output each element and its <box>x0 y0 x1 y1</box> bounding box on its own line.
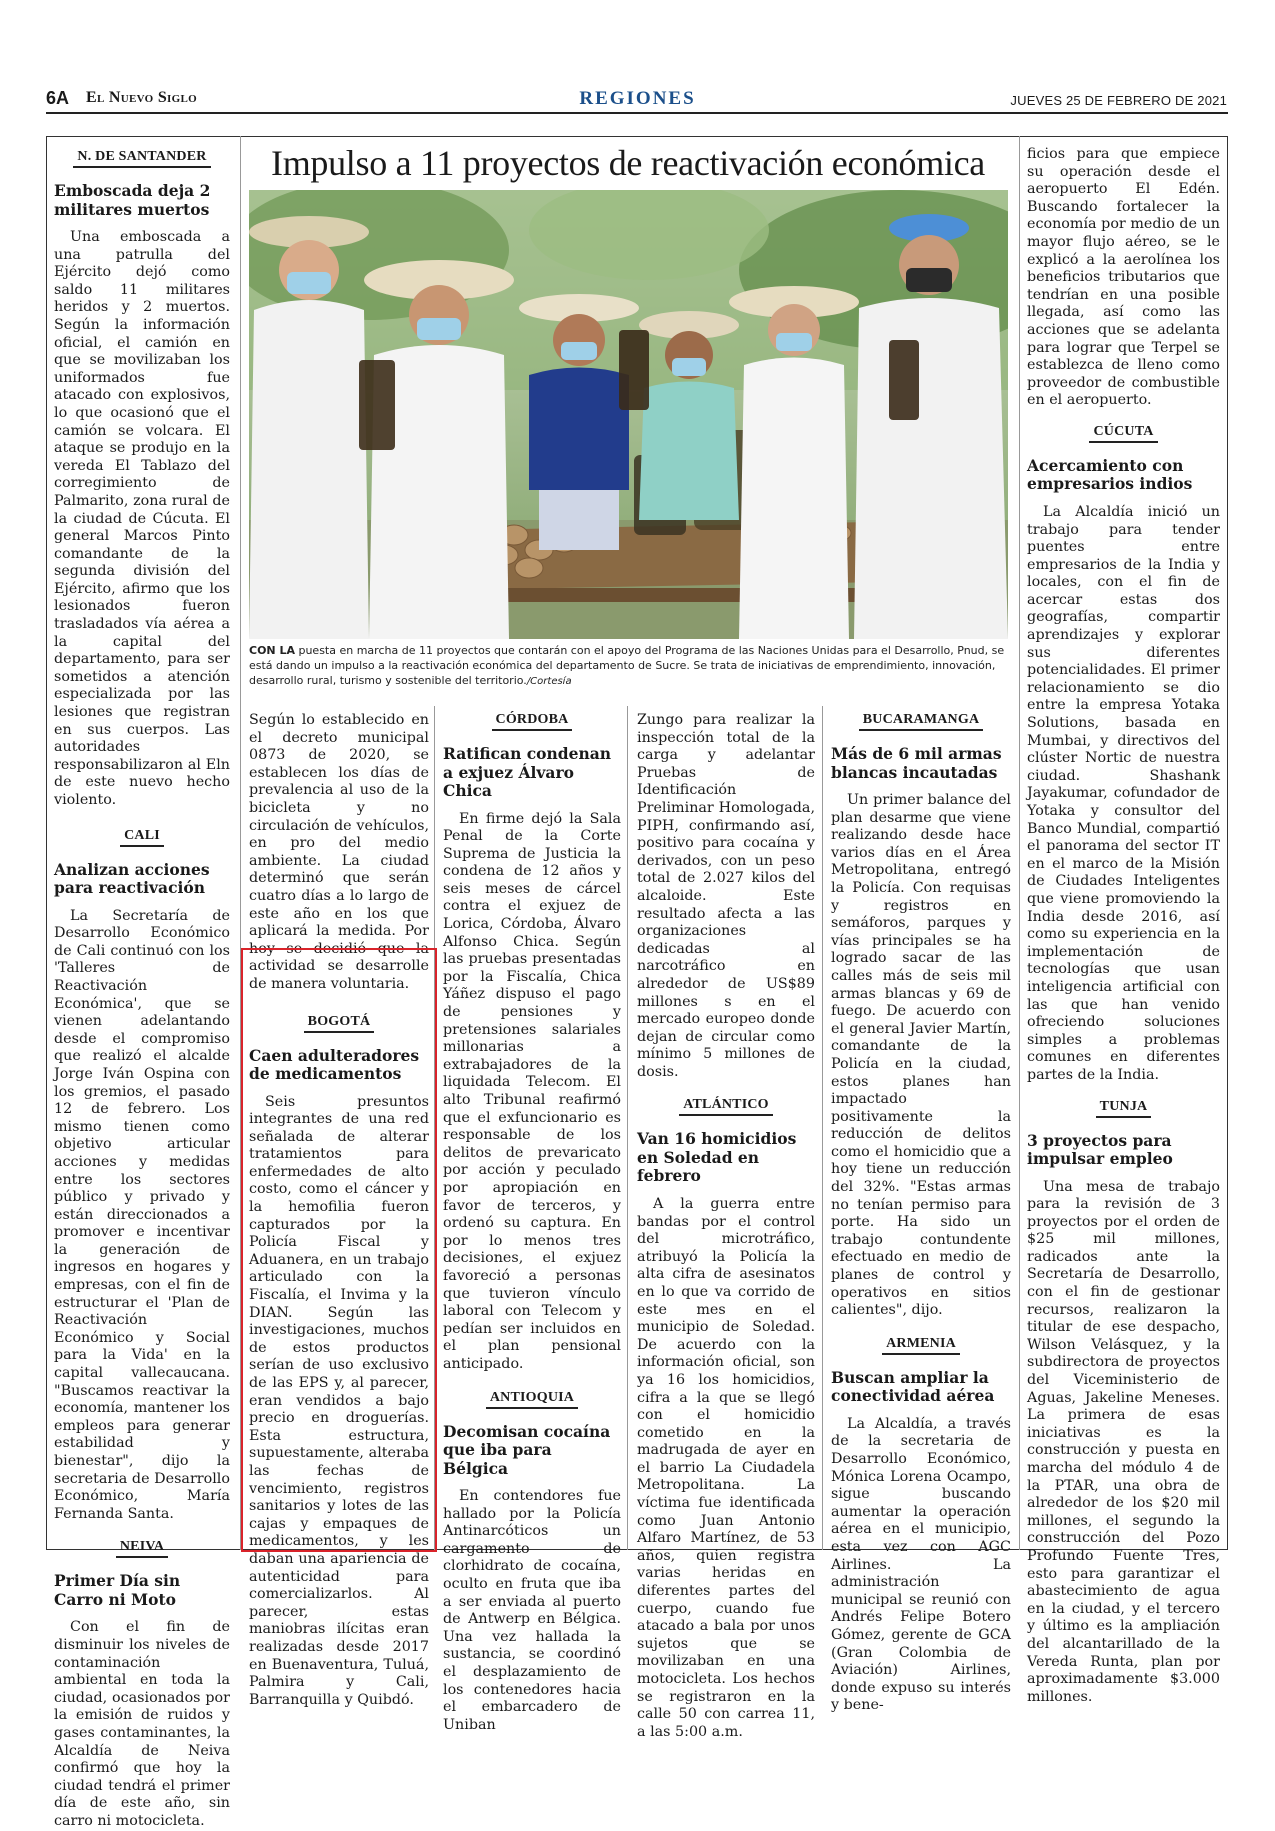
story-body: Una mesa de trabajo para la revisión de 3 proyectos por el orden de $25 mil millones, radicados ante la Secretaría de Desarrollo, con el fin de gestionar recursos, realizaron la titular de ese despacho, Wilson Velásquez, y la subdirectora de proyectos del Viceministerio de Aguas, Jakeline Meneses. La primera de esas iniciativas es la construcción y puesta en marcha del módulo 4 de la PTAR, una obra de alrededor de los $20 mil millones, el segundo la construcción del Pozo Profundo Fuente Tres, esto para garantizar el abastecimiento de agua en la ciudad, y el tercero y último es la ampliación del alcantarillado de la Vereda Runta, plan por aproximadamente $3.000 millones. <box>1027 1178 1220 1705</box>
main-photo-illustration <box>249 190 1008 639</box>
highlight-box <box>241 948 437 1552</box>
section-label: BOGOTÁ <box>304 1014 375 1033</box>
story-headline: Emboscada deja 2 militares muertos <box>54 181 211 219</box>
story-body: Una emboscada a una patrulla del Ejército dejó como saldo 11 militares heridos y 2 muertos. Según la información oficial, el camión en que se movilizaban los uniformados fue atacado con explosivos, lo que ocasionó que el camión se volcara. El ataque se produjo en la vereda El Tablazo del corregimiento de Palmarito, zona rural de la ciudad de Cúcuta. El general Marcos Pinto comandante de la segunda división del Ejército, afirmo que los lesionados fueron trasladados vía aérea a la capital del departamento, para ser sometidos a atención especializada por las lesiones que registran en sus cuerpos. Las autoridades responsabilizaron al Eln de este nuevo hecho violento. <box>54 229 230 808</box>
story-headline: Van 16 homicidios en Soledad en febrero <box>637 1129 797 1186</box>
story-body: La Secretaría de Desarrollo Económico de Cali continuó con los 'Talleres de Reactivación Económica', que se vienen adelantando desde el compromiso que realizó el alcalde Jorge Iván Ospina con los gremios, el pasado 12 de febrero. Los mismo tienen como objetivo articular acciones y medidas entre los sectores público y privado y están direccionados a promover e incentivar la generación de ingresos en hogares y empresas, con el fin de estructurar el 'Plan de Reactivación Económico y Social para la Vida' en la capital vallecaucana. "Buscamos reactivar la economía, mantener los empleos para generar estabilidad y bienestar", dijo la secretaria de Desarrollo Económico, María Fernanda Santa. <box>54 907 230 1522</box>
section-label: NEIVA <box>116 1539 168 1558</box>
story-body-continued: Según lo establecido en el decreto municipal 0873 de 2020, se establecen los días de prevalencia al uso de la bicicleta y no circulación de vehículos, en pro del medio ambiente. La ciudad determinó que serán cuatro días a lo largo de este año en los que aplicará la medida. Por hoy se decidió que la actividad se desarrolle de manera voluntaria. <box>249 712 429 992</box>
column-1 <box>54 149 230 1831</box>
story-body-continued: Zungo para realizar la inspección total de la carga y adelantar Pruebas de Identificación Preliminar Homologada, PIPH, confirmando así, positivo para cocaína y derivados, con un peso total de 2.027 kilos del alcaloide. Este resultado afecta a las organizaciones dedicadas al narcotráfico en alrededor de US$89 millones s en el mercado europeo donde dejan de circular como mínimo 5 millones de dosis. <box>637 712 815 1080</box>
section-label: ATLÁNTICO <box>679 1097 773 1116</box>
story-body: Seis presuntos integrantes de una red señalada de alterar tratamientos para enfermedades de alto costo, como el cáncer y la hemofilia fueron capturados por la Policía Fiscal y Aduanera, en un trabajo articulado con la Fiscalía, el Invima y la DIAN. Según las investigaciones, muchos de estos productos serían de uso exclusivo de las EPS y, al parecer, eran vendidos a bajo precio en droguerías. Esta estructura, supuestamente, alteraba las fechas de vencimiento, registros sanitarios y lotes de las cajas y empaques de medicamentos, y les daban una apariencia de autenticidad para comercializarlos. Al parecer, estas maniobras ilícitas eran realizadas desde 2017 en Buenaventura, Tuluá, Palmira y Cali, Barranquilla y Quibdó. <box>249 1093 429 1708</box>
section-label: ANTIOQUIA <box>486 1390 578 1409</box>
column-rule <box>822 706 823 1550</box>
section-label: TUNJA <box>1096 1099 1152 1118</box>
page-number: 6A <box>46 88 70 108</box>
section-label: N. DE SANTANDER <box>73 149 210 168</box>
story-body: A la guerra entre bandas por el control del microtráfico, atribuyó la Policía la alta cifra de asesinatos en lo que va corrido de este mes en el municipio de Soledad. De acuerdo con la información oficial, son ya 16 los homicidios, cifra a la que se llegó con el homicidio cometido en la madrugada de ayer en el barrio La Ciudadela Metropolitana. La víctima fue identificada como Juan Antonio Alfaro Martínez, de 53 años, quien registra varias heridas en diferentes partes del cuerpo, cuando fue atacado a bala por unos sujetos que se movilizaban en una motocicleta. Los hechos se registraron en la calle 50 con carrea 11, a las 5:00 a.m. <box>637 1195 815 1740</box>
newspaper-name: El Nuevo Siglo <box>86 89 197 106</box>
story-headline: Más de 6 mil armas blancas incautadas <box>831 744 1002 782</box>
column-rule <box>1019 136 1020 1550</box>
column-rule <box>240 136 241 706</box>
story-headline: Analizan acciones para reactivación <box>54 859 210 898</box>
caption-credit: /Cortesía <box>526 676 572 687</box>
story-body: La Alcaldía inició un trabajo para tender puentes entre empresarios de la India y locales, con el fin de acercar estas dos geografías, compartir aprendizajes y explorar sus diferentes potencialidades. El primer relacionamiento se dio entre la empresa Yotaka Solutions, basada en Mumbai, y directivos del clúster Nortic de nuestra ciudad. Shashank Jayakumar, cofundador de Yotaka y consultor del Banco Mundial, compartió el panorama del sector IT en el marco de la Misión de Ciudades Inteligentes que viene promoviendo la India desde 2016, así como su experiencia en la implementación de tecnologías que usan inteligencia artificial con las que han venido ofreciendo soluciones simples a problemas comunes en diferentes partes de la India. <box>1027 503 1220 1083</box>
column-5 <box>831 712 1011 1715</box>
column-6 <box>1027 146 1220 1706</box>
story-headline: Caen adulteradores de medicamentos <box>249 1045 420 1083</box>
story-body: Con el fin de disminuir los niveles de contaminación ambiental en toda la ciudad, ocasionados por la emisión de ruidos y gases contaminantes, la Alcaldía de Neiva confirmó que hoy la ciudad tendrá el primer día de este año, sin carro ni motocicleta. <box>54 1619 230 1829</box>
main-headline: Impulso a 11 proyectos de reactivación económica <box>271 143 985 183</box>
story-body: En firme dejó la Sala Penal de la Corte Suprema de Justicia la condena de 12 años y seis meses de cárcel contra el exjuez de Lorica, Córdoba, Álvaro Alfonso Chica. Según las pruebas presentadas por la Fiscalía, Chica Yáñez dispuso el pago de pensiones y pretensiones salariales millonarias a extrabajadores de la liquidada Telecom. El alto Tribunal reafirmó que el exfuncionario es responsable de los delitos de prevaricato por acción y peculado por apropiación en favor de terceros, y ordenó su captura. En por lo menos tres decisiones, el exjuez favoreció a personas que tuvieron vínculo laboral con Telecom y pedían ser incluidos en el plan pensional anticipado. <box>443 810 621 1372</box>
section-label: CALI <box>120 828 164 847</box>
section-label: ARMENIA <box>882 1336 960 1355</box>
story-headline: Buscan ampliar la conectividad aérea <box>831 1367 995 1406</box>
section-label: BUCARAMANGA <box>859 712 984 731</box>
story-body: La Alcaldía, a través de la secretaria de Desarrollo Económico, Mónica Lorena Ocampo, sigue buscando aumentar la operación aérea en el municipio, esta vez con AGC Airlines. La administración municipal se reunió con Andrés Felipe Botero Gómez, gerente de GCA (Gran Colombia de Aviación) Airlines, donde expuso su interés y bene- <box>831 1415 1011 1714</box>
story-headline: Primer Día sin Carro ni Moto <box>54 1571 181 1609</box>
main-photo <box>249 190 1008 639</box>
column-rule <box>627 706 628 1550</box>
caption-lead: CON LA <box>249 644 295 657</box>
caption-text: puesta en marcha de 11 proyectos que contarán con el apoyo del Programa de las Naciones Unidas para el Desarrollo, Pnud, se está dando un impulso a la reactivación económica del departamento de Sucre. Se trata de iniciativas de emprendimiento, innovación, desarrollo rural, turismo y sostenible del territorio. <box>249 644 1005 687</box>
story-body: Un primer balance del plan desarme que viene realizando desde hace varios días en el Área Metropolitana, entregó la Policía. Con requisas y registros en semáforos, parques y vías principales se ha logrado sacar de las calles más de seis mil armas blancas y 69 de fuego. De acuerdo con el general Javier Martín, comandante de la Policía en la ciudad, estos planes han impactado positivamente la reducción de delitos como el homicidio que a hoy tiene un reducción del 32%. "Estas armas no tenían permiso para porte. Ha sido un trabajo contundente efectuado en medio de planes de control y operativos en sitios calientes", dijo. <box>831 792 1011 1319</box>
column-3 <box>443 712 621 1734</box>
section-title: REGIONES <box>579 88 696 109</box>
section-label: CÚCUTA <box>1089 424 1157 443</box>
column-4 <box>637 712 815 1741</box>
story-body: En contendores fue hallado por la Policía Antinarcóticos un cargamento de clorhidrato de cocaína, oculto en fruta que iba a ser enviada al puerto de Antwerp en Bélgica. Una vez hallada la sustancia, se coordinó el desplazamiento de los contenedores hacia el embarcadero de Uniban <box>443 1488 621 1733</box>
story-headline: Ratifican condenan a exjuez Álvaro Chica <box>443 744 612 800</box>
section-label: CÓRDOBA <box>492 712 573 731</box>
photo-caption <box>249 643 1009 689</box>
story-headline: Acercamiento con empresarios indios <box>1027 455 1193 494</box>
story-headline: Decomisan cocaína que iba para Bélgica <box>443 1421 611 1478</box>
story-headline: 3 proyectos para impulsar empleo <box>1027 1130 1173 1168</box>
header-rule <box>46 112 1228 114</box>
issue-date: JUEVES 25 DE FEBRERO DE 2021 <box>1010 93 1227 108</box>
story-body-continued: ficios para que empiece su operación desde el aeropuerto El Edén. Buscando fortalecer la economía por medio de un mayor flujo aéreo, se le explicó a la aerolínea los beneficios tributarios que tendrían en una posible llegada, así como las acciones que se adelanta para lograr que Terpel se establezca de lleno como proveedor de combustible en el aeropuerto. <box>1027 146 1220 409</box>
